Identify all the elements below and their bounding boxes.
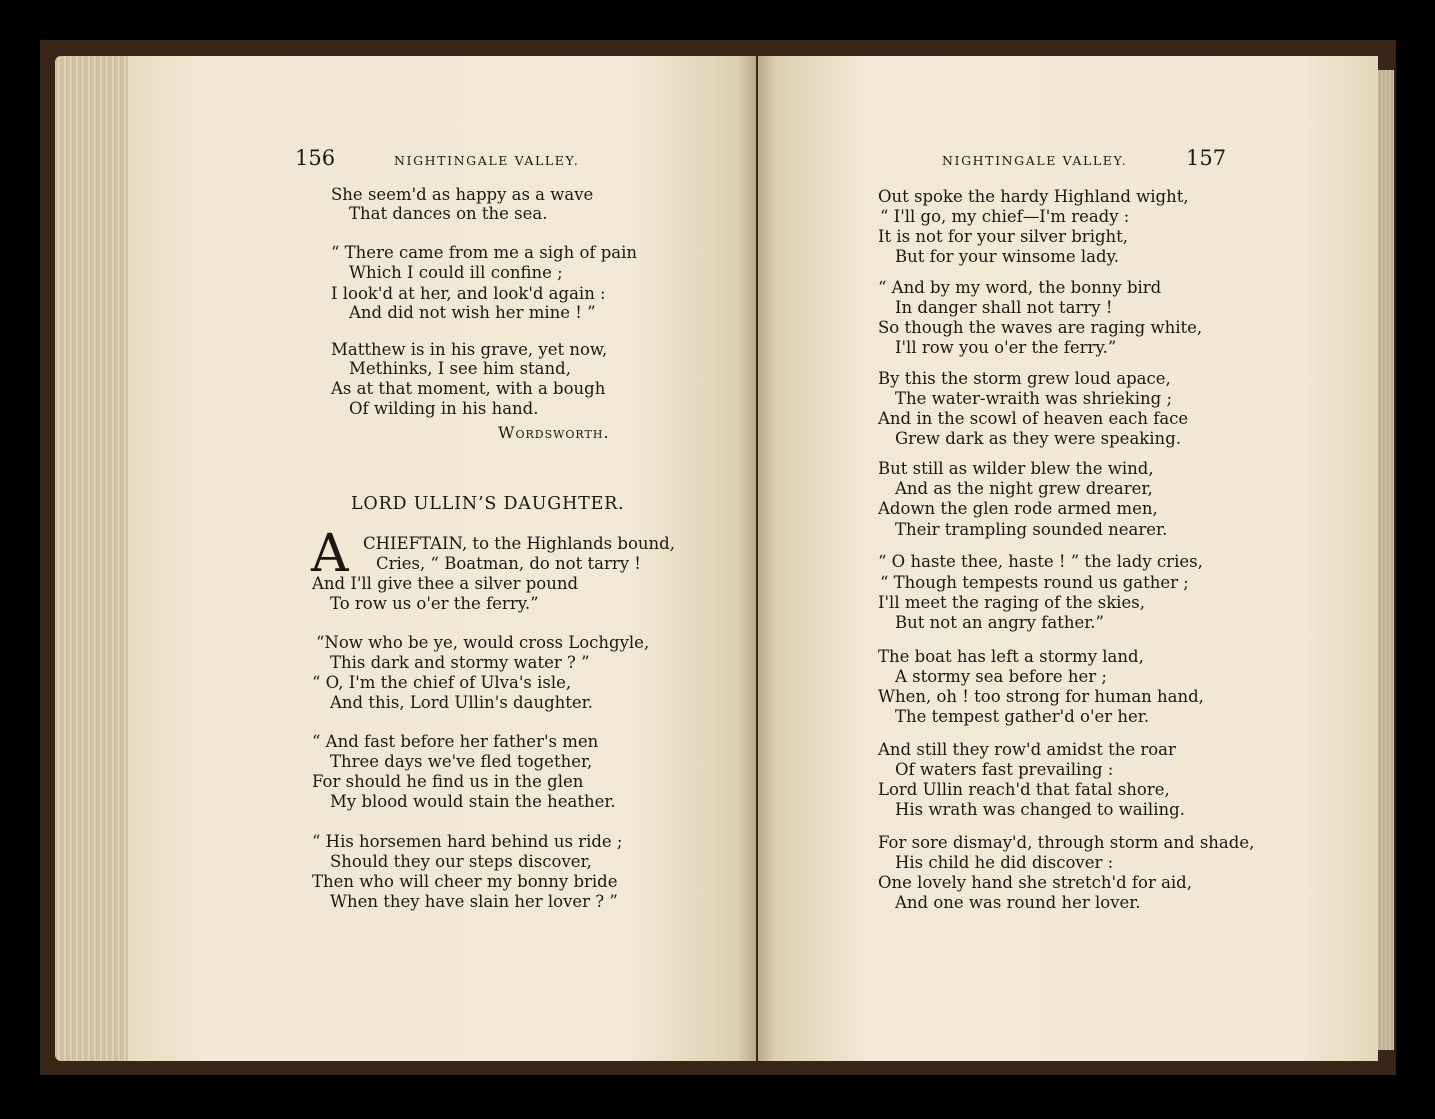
poem-line: She seem'd as happy as a wave [331, 185, 594, 204]
poem-line: It is not for your silver bright, [878, 227, 1129, 246]
page-edges-right [1378, 70, 1394, 1050]
poem-line: A stormy sea before her ; [895, 667, 1107, 686]
poem-line: Grew dark as they were speaking. [895, 429, 1181, 448]
poem-line: And as the night grew drearer, [895, 479, 1153, 498]
poem-line: “ And by my word, the bonny bird [878, 278, 1162, 297]
poem-line: When, oh ! too strong for human hand, [878, 687, 1204, 706]
poem-line: But not an angry father.” [895, 613, 1104, 632]
poem-line: That dances on the sea. [349, 204, 548, 223]
poem-line: “ And fast before her father's men [312, 732, 599, 751]
poem-line: This dark and stormy water ? ” [330, 653, 590, 672]
poem-line: His wrath was changed to wailing. [895, 800, 1185, 819]
poem-line: For sore dismay'd, through storm and shade, [878, 833, 1255, 852]
poem-line: The tempest gather'd o'er her. [895, 707, 1150, 726]
poem-line: But still as wilder blew the wind, [878, 459, 1154, 478]
poem-line: Should they our steps discover, [330, 852, 592, 871]
poem-line: And still they row'd amidst the roar [878, 740, 1176, 759]
poem-line: Of wilding in his hand. [349, 399, 539, 418]
poem-line: And in the scowl of heaven each face [878, 409, 1189, 428]
drop-cap: A [311, 524, 349, 584]
poem-line: Then who will cheer my bonny bride [312, 872, 618, 891]
poem-line: “ There came from me a sigh of pain [331, 243, 638, 262]
poem-line: And did not wish her mine ! ” [349, 303, 596, 322]
poem-line: As at that moment, with a bough [331, 379, 606, 398]
left-running-head: NIGHTINGALE VALLEY. [394, 153, 580, 168]
poem-line: And I'll give thee a silver pound [312, 574, 579, 593]
poem-line: CHIEFTAIN, to the Highlands bound, [363, 534, 675, 553]
poem-line: “Now who be ye, would cross Lochgyle, [316, 633, 650, 652]
poem-line: By this the storm grew loud apace, [878, 369, 1171, 388]
poem-line: And one was round her lover. [895, 893, 1141, 912]
poem-line: When they have slain her lover ? ” [330, 892, 618, 911]
poem-line: I'll row you o'er the ferry.” [895, 338, 1117, 357]
poem-line: Their trampling sounded nearer. [895, 520, 1168, 539]
poem-line: “ I'll go, my chief—I'm ready : [880, 207, 1130, 226]
poem-line: I'll meet the raging of the skies, [878, 593, 1145, 612]
poem-line: For should he find us in the glen [312, 772, 584, 791]
poem-line: So though the waves are raging white, [878, 318, 1203, 337]
poem-line: My blood would stain the heather. [330, 792, 616, 811]
poem-title: LORD ULLIN’S DAUGHTER. [351, 494, 625, 514]
poem-line: To row us o'er the ferry.” [330, 594, 539, 613]
left-page-number: 156 [295, 146, 336, 170]
poem-line: The water-wraith was shrieking ; [895, 389, 1173, 408]
poem-line: Methinks, I see him stand, [349, 359, 571, 378]
poem-line: Adown the glen rode armed men, [878, 499, 1158, 518]
poem-line: Of waters fast prevailing : [895, 760, 1114, 779]
poem-line: Cries, “ Boatman, do not tarry ! [376, 554, 641, 573]
poem-line: “ His horsemen hard behind us ride ; [312, 832, 623, 851]
poem-line: His child he did discover : [895, 853, 1114, 872]
right-running-head: NIGHTINGALE VALLEY. [942, 153, 1128, 168]
attribution: Wordsworth. [498, 423, 610, 442]
poem-line: “ O haste thee, haste ! ” the lady cries, [878, 552, 1203, 571]
poem-line: Lord Ullin reach'd that fatal shore, [878, 780, 1170, 799]
poem-line: Which I could ill confine ; [349, 263, 563, 282]
poem-line: “ Though tempests round us gather ; [880, 573, 1189, 592]
right-page-number: 157 [1186, 146, 1227, 170]
poem-line: I look'd at her, and look'd again : [331, 284, 606, 303]
poem-line: Matthew is in his grave, yet now, [331, 340, 608, 359]
poem-line: One lovely hand she stretch'd for aid, [878, 873, 1192, 892]
poem-line: In danger shall not tarry ! [895, 298, 1113, 317]
poem-line: And this, Lord Ullin's daughter. [330, 693, 593, 712]
poem-line: The boat has left a stormy land, [878, 647, 1144, 666]
poem-line: Out spoke the hardy Highland wight, [878, 187, 1189, 206]
poem-line: “ O, I'm the chief of Ulva's isle, [312, 673, 572, 692]
poem-line: But for your winsome lady. [895, 247, 1119, 266]
poem-line: Three days we've fled together, [330, 752, 593, 771]
